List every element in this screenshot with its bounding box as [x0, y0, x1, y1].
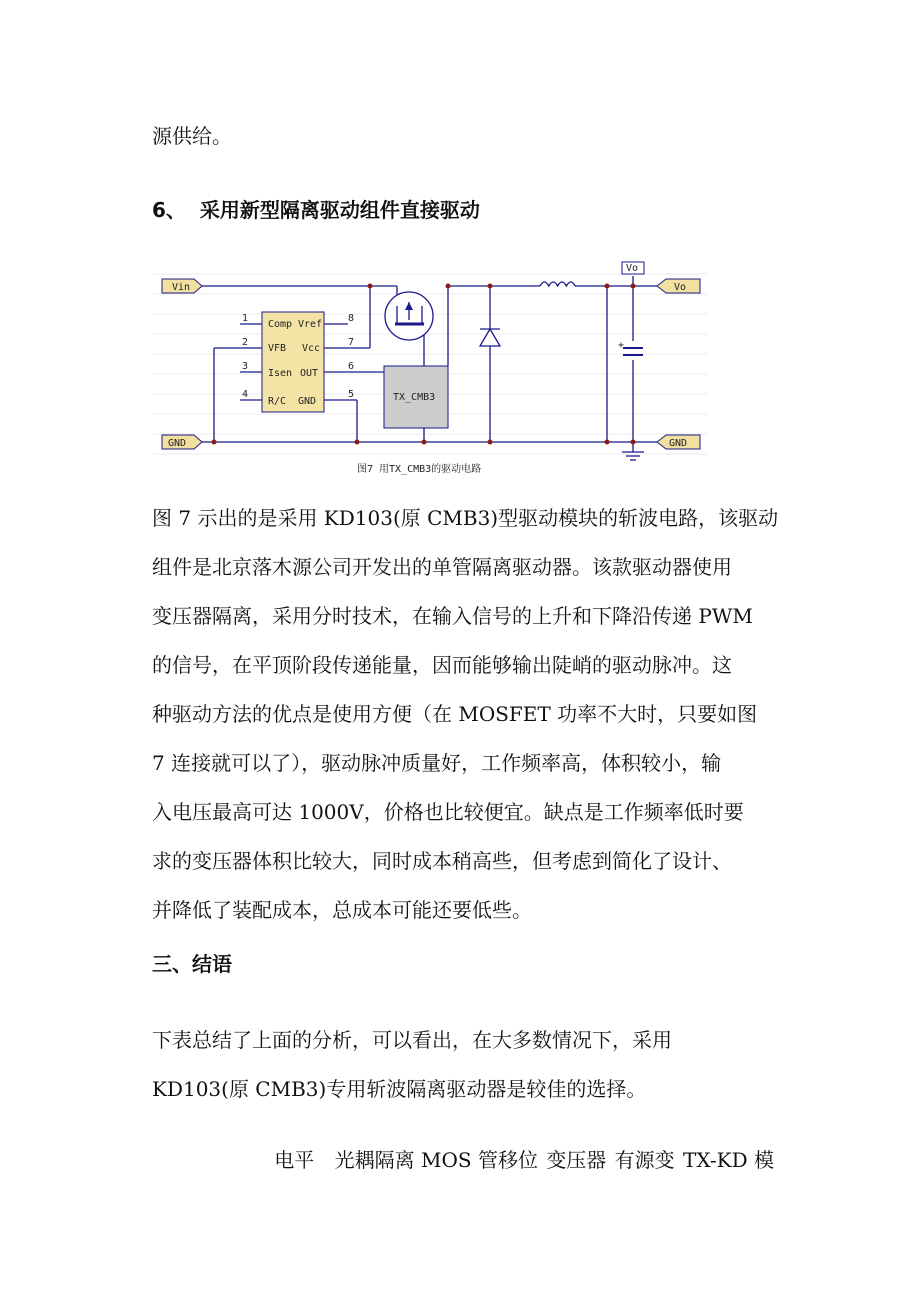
figure-caption: 图7 用TX_CMB3的驱动电路 [357, 464, 482, 475]
pin-gnd: GND [298, 396, 317, 407]
body-line: 的信号，在平顶阶段传递能量，因而能够输出陡峭的驱动脉冲。这 [152, 653, 732, 677]
body-line: 种驱动方法的优点是使用方便（在 MOSFET 功率不大时，只要如图 [152, 702, 758, 726]
table-header-cell: 变压器 [546, 1148, 607, 1172]
table-header-cell: MOS 管移位 [421, 1148, 538, 1172]
gnd-left-label: GND [168, 438, 187, 449]
gnd-right-label: GND [669, 438, 688, 449]
vo-top-label: Vo [626, 263, 639, 274]
body-line: 入电压最高可达 1000V，价格也比较便宜。缺点是工作频率低时要 [152, 800, 744, 824]
pin-number-6: 6 [348, 361, 355, 372]
pin-number-1: 1 [242, 313, 249, 324]
table-header-cell: 光耦隔离 [334, 1148, 415, 1172]
vo-right-label: Vo [674, 282, 687, 293]
body-line: 并降低了装配成本，总成本可能还要低些。 [152, 898, 532, 922]
pin-isen: Isen [268, 368, 293, 379]
body-line: 7 连接就可以了），驱动脉冲质量好，工作频率高，体积较小，输 [152, 751, 722, 775]
conclusion-line: KD103(原 CMB3)专用斩波隔离驱动器是较佳的选择。 [152, 1077, 647, 1101]
pin-number-3: 3 [242, 361, 249, 372]
vin-label: Vin [172, 282, 191, 293]
conclusion-line: 下表总结了上面的分析，可以看出，在大多数情况下，采用 [152, 1028, 672, 1052]
pin-vref: Vref [298, 319, 323, 330]
pin-number-5: 5 [348, 389, 355, 400]
table-header-cell: 有源变 [614, 1148, 675, 1172]
pin-number-2: 2 [242, 337, 249, 348]
section-6-heading: 6、 采用新型隔离驱动组件直接驱动 [152, 198, 480, 222]
body-line: 求的变压器体积比较大，同时成本稍高些，但考虑到简化了设计、 [152, 849, 732, 873]
comparison-table-header [268, 1144, 774, 1173]
section-3-heading: 三、结语 [152, 952, 232, 976]
intro-text: 源供给。 [152, 124, 232, 148]
conclusion-paragraph [152, 1016, 672, 1114]
module-label: TX_CMB3 [393, 392, 436, 403]
pin-out: OUT [300, 368, 319, 379]
pin-rc: R/C [268, 396, 287, 407]
pin-vfb: VFB [268, 343, 287, 354]
circuit-diagram [152, 254, 708, 488]
body-line: 变压器隔离，采用分时技术，在输入信号的上升和下降沿传递 PWM [152, 604, 753, 628]
body-line: 图 7 示出的是采用 KD103(原 CMB3)型驱动模块的斩波电路，该驱动 [152, 506, 779, 530]
pin-number-8: 8 [348, 313, 355, 324]
mosfet-symbol [385, 292, 433, 340]
body-line: 组件是北京落木源公司开发出的单管隔离驱动器。该款驱动器使用 [152, 555, 732, 579]
cap-plus-sign: + [618, 340, 625, 351]
table-header-cell: TX-KD 模 [683, 1148, 774, 1172]
body-paragraph [152, 494, 778, 935]
pin-vcc: Vcc [302, 343, 321, 354]
pin-number-4: 4 [242, 389, 249, 400]
table-header-cell: 电平 [274, 1148, 315, 1172]
pin-number-7: 7 [348, 337, 355, 348]
pin-comp: Comp [268, 319, 293, 330]
